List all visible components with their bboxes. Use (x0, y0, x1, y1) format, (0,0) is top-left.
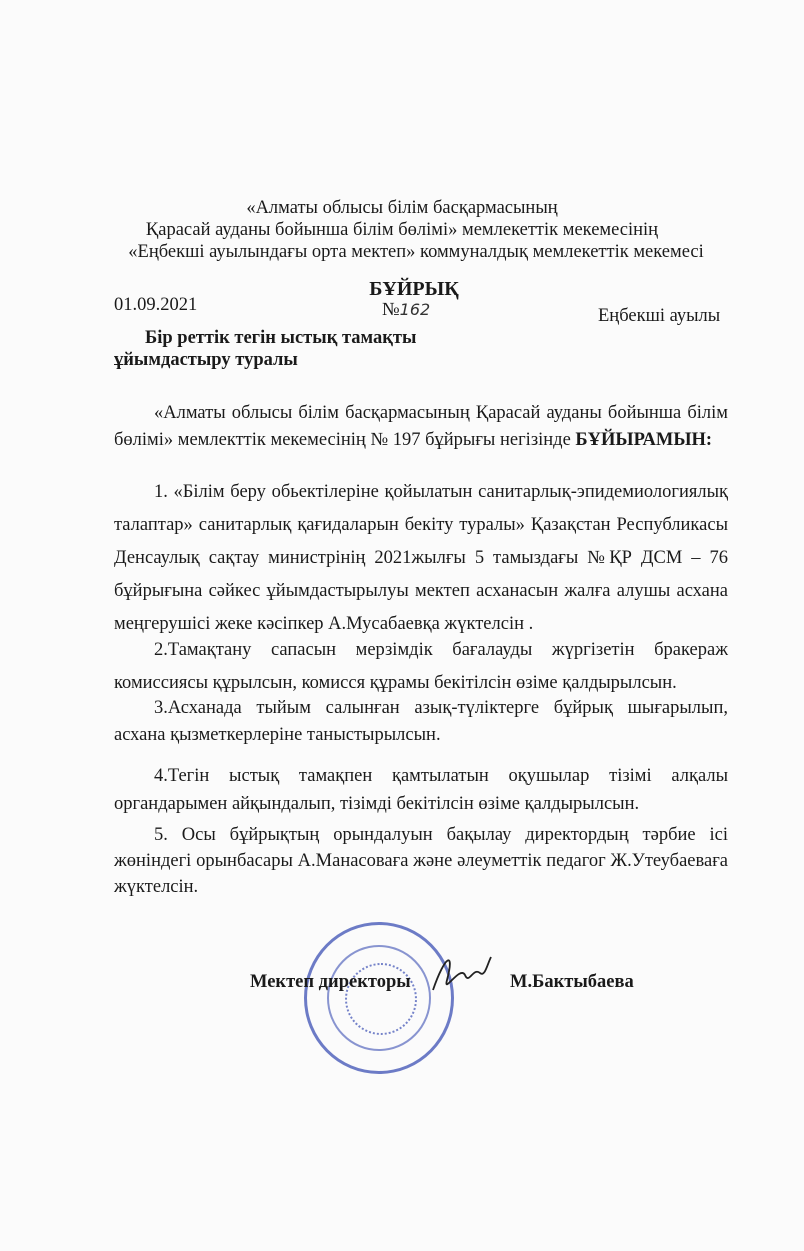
preamble-text: «Алматы облысы білім басқармасының Қарасай ауданы бойынша білім бөлімі» мемлекттік мекемесінің № 197 бұйрығы негізінде (114, 403, 728, 450)
item-5 (114, 822, 728, 900)
header-line-2: Қарасай ауданы бойынша білім бөлімі» мемлекеттік мекемесінің (145, 220, 659, 240)
preamble-emphasis: БҰЙЫРАМЫН: (575, 430, 713, 450)
order-place: Еңбекші ауылы (598, 306, 721, 326)
item-1 (114, 476, 728, 641)
header-line-1: «Алматы облысы білім басқармасының (246, 198, 558, 218)
subject-line-2: ұйымдастыру туралы (114, 350, 298, 370)
order-date: 01.09.2021 (114, 295, 198, 315)
item-4 (114, 762, 728, 818)
item-1-text: 1. «Білім беру обьектілеріне қойылатын санитарлық-эпидемиологиялық талаптар» санитарлық қағидаларын бекіту туралы» Қазақстан Республикасы Денсаулық сақтау министрінің 2021жылғы 5 тамыздағы №ҚР ДСМ – 76 бұйрығына сәйкес ұйымдастырылуы мектеп асханасын жалға алушы асхана меңгерушісі жеке кәсіпкер А.Мусабаевқа жүктелсін . (114, 482, 728, 634)
number-prefix: № (382, 300, 400, 320)
item-5-text: 5. Осы бұйрықтың орындалуын бақылау директордың тәрбие ісі жөніндегі орынбасары А.Манасоваға және әлеуметтік педагог Ж.Утеубаеваға жүктелсін. (114, 825, 728, 897)
item-2-text: 2.Тамақтану сапасын мерзімдік бағалауды жүргізетін бракераж комиссиясы құрылсын, комисся құрамы бекітілсін өзіме қалдырылсын. (114, 640, 728, 693)
header-line-3: «Еңбекші ауылындағы орта мектеп» коммуналдық мемлекеттік мекемесі (128, 242, 704, 262)
item-3 (114, 695, 728, 749)
order-title: БҰЙРЫҚ (369, 278, 459, 300)
item-4-text: 4.Тегін ыстық тамақпен қамтылатын оқушылар тізімі алқалы органдарымен айқындалып, тізімді бекітілсін өзіме қалдырылсын. (114, 766, 728, 814)
item-2 (114, 634, 728, 700)
item-3-text: 3.Асханада тыйым салынған азық-түліктерге бұйрық шығарылып, асхана қызметкерлеріне таныстырылсын. (114, 698, 728, 745)
signature-name: М.Бактыбаева (510, 972, 634, 992)
subject-line-1: Бір реттік тегін ыстық тамақты (145, 328, 417, 348)
signature-icon (425, 945, 495, 1005)
signature-role: Мектеп директоры (250, 972, 411, 992)
preamble (114, 400, 728, 454)
number-handwritten: 162 (399, 300, 431, 319)
order-number (382, 300, 430, 321)
